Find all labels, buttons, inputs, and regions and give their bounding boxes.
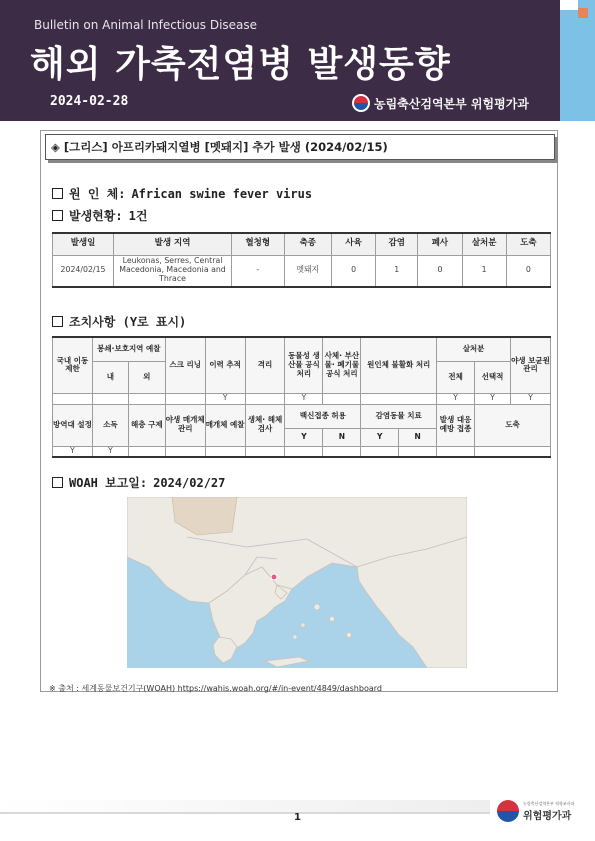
org-name: 농림축산검역본부 위험평가과	[374, 96, 529, 111]
hdr-vector-surv: 매개체 예찰	[205, 404, 245, 446]
header-accent-orange	[578, 8, 588, 18]
occurrence-label: 발생현황:	[69, 209, 123, 223]
hdr-products: 동물성 생산물 공식 처리	[285, 337, 323, 393]
col-header: 도축	[506, 233, 550, 255]
checkbox-icon	[52, 210, 63, 221]
hdr-pest: 해충 구제	[128, 404, 165, 446]
hdr-vaccination: 백신접종 허용	[285, 404, 361, 428]
cell	[361, 446, 399, 457]
cell	[245, 393, 285, 404]
col-header: 폐사	[418, 233, 462, 255]
bulletin-header	[0, 0, 560, 121]
hdr-inside: 내	[92, 361, 128, 393]
cell	[475, 446, 551, 457]
cell	[323, 393, 361, 404]
checkbox-icon	[52, 316, 63, 327]
hdr-movement: 국내 이동 제한	[53, 337, 93, 393]
hdr-outside: 외	[128, 361, 165, 393]
hdr-quarantine: 격리	[245, 337, 285, 393]
hdr-wildlife: 야생 보균원 관리	[510, 337, 550, 393]
hdr-all: 전체	[437, 361, 475, 393]
cell: Leukonas, Serres, Central Macedonia, Macedonia and Thrace	[114, 255, 232, 287]
occurrence-value: 1건	[128, 209, 148, 223]
cell	[361, 393, 437, 404]
cause-label: 원 인 체:	[69, 187, 126, 201]
footer-org-big: 위험평가과	[523, 810, 572, 822]
hdr-trace: 이력 추적	[205, 337, 245, 393]
table-row	[53, 255, 551, 287]
cell	[165, 393, 205, 404]
topic-title: ◈ [그리스] 아프리카돼지열병 [멧돼지] 추가 발생 (2024/02/15)	[45, 134, 555, 160]
table-row	[53, 446, 551, 457]
occurrence-table	[52, 232, 551, 288]
cell: Y	[205, 393, 245, 404]
measures-label: 조치사항 (Y로 표시)	[69, 315, 187, 329]
cell	[285, 446, 323, 457]
cell: 0	[418, 255, 462, 287]
cell: Y	[475, 393, 511, 404]
cell	[53, 393, 93, 404]
cell: Y	[92, 446, 128, 457]
hdr-y: Y	[361, 428, 399, 446]
table-header-row	[53, 233, 551, 255]
measures-table	[52, 336, 551, 458]
cell: -	[231, 255, 284, 287]
map-graphic	[127, 497, 467, 668]
bulletin-subtitle: Bulletin on Animal Infectious Disease	[34, 18, 258, 32]
occurrence-line	[52, 207, 147, 224]
cell: 0	[331, 255, 375, 287]
hdr-pathogen: 원인체 불활화 처리	[361, 337, 437, 393]
taeguk-logo-icon	[352, 94, 370, 112]
hdr-containment: 봉쇄·보호지역 예찰	[92, 337, 165, 361]
bulletin-title: 해외 가축전염병 발생동향	[30, 44, 451, 85]
taeguk-logo-icon	[497, 800, 519, 822]
cell	[245, 446, 285, 457]
hdr-screening: 스크 리닝	[165, 337, 205, 393]
col-header: 감염	[376, 233, 418, 255]
cell: 2024/02/15	[53, 255, 114, 287]
woah-label: WOAH 보고일:	[69, 476, 148, 490]
cell: 1	[462, 255, 506, 287]
footer-line	[0, 812, 490, 814]
hdr-n: N	[399, 428, 437, 446]
cell	[92, 393, 128, 404]
page-number: 1	[294, 812, 301, 823]
cell	[323, 446, 361, 457]
hdr-n: N	[323, 428, 361, 446]
cell	[165, 446, 205, 457]
footer-logo	[497, 800, 575, 822]
hdr-culling: 살처분	[437, 337, 511, 361]
hdr-zoning: 방역대 설정	[53, 404, 93, 446]
cell: 1	[376, 255, 418, 287]
col-header: 혈청형	[231, 233, 284, 255]
hdr-y: Y	[285, 428, 323, 446]
col-header: 살처분	[462, 233, 506, 255]
cell: Y	[510, 393, 550, 404]
cause-value: African swine fever virus	[131, 186, 313, 201]
col-header: 축종	[284, 233, 331, 255]
cell	[128, 446, 165, 457]
col-header: 발생일	[53, 233, 114, 255]
hdr-treatment: 감염동물 치료	[361, 404, 437, 428]
cell: Y	[437, 393, 475, 404]
checkbox-icon	[52, 477, 63, 488]
org-logo	[352, 92, 529, 114]
cell: Y	[285, 393, 323, 404]
cause-line	[52, 185, 312, 202]
header-accent-blue	[560, 0, 595, 121]
cell	[205, 446, 245, 457]
col-header: 발생 지역	[114, 233, 232, 255]
hdr-vet-test: 생체· 해체 검사	[245, 404, 285, 446]
source-note: ※ 출처 : 세계동물보건기구(WOAH) https://wahis.woah.org/#/in-event/4849/dashboard	[49, 684, 382, 693]
cell: 멧돼지	[284, 255, 331, 287]
col-header: 사육	[331, 233, 375, 255]
table-row	[53, 393, 551, 404]
woah-value: 2024/02/27	[153, 475, 226, 490]
cell	[128, 393, 165, 404]
hdr-slaughter: 도축	[475, 404, 551, 446]
cell: 0	[506, 255, 550, 287]
checkbox-icon	[52, 188, 63, 199]
cell: Y	[53, 446, 93, 457]
hdr-selective: 선택적	[475, 361, 511, 393]
bulletin-date: 2024-02-28	[50, 94, 129, 109]
cell	[399, 446, 437, 457]
cell	[437, 446, 475, 457]
hdr-disinfection: 소독	[92, 404, 128, 446]
hdr-prevention: 발생 대응 예방 접종	[437, 404, 475, 446]
woah-line	[52, 474, 225, 491]
footer-band	[0, 800, 490, 812]
header-accent-strip	[560, 0, 578, 10]
outbreak-map[interactable]	[127, 497, 467, 668]
hdr-wild-vector: 야생 매개체 관리	[165, 404, 205, 446]
hdr-carcass: 사체· 부산물· 폐기물 공식 처리	[323, 337, 361, 393]
footer-org-small: 농림축산검역본부 역학조사과	[523, 800, 575, 806]
measures-line	[52, 313, 186, 330]
